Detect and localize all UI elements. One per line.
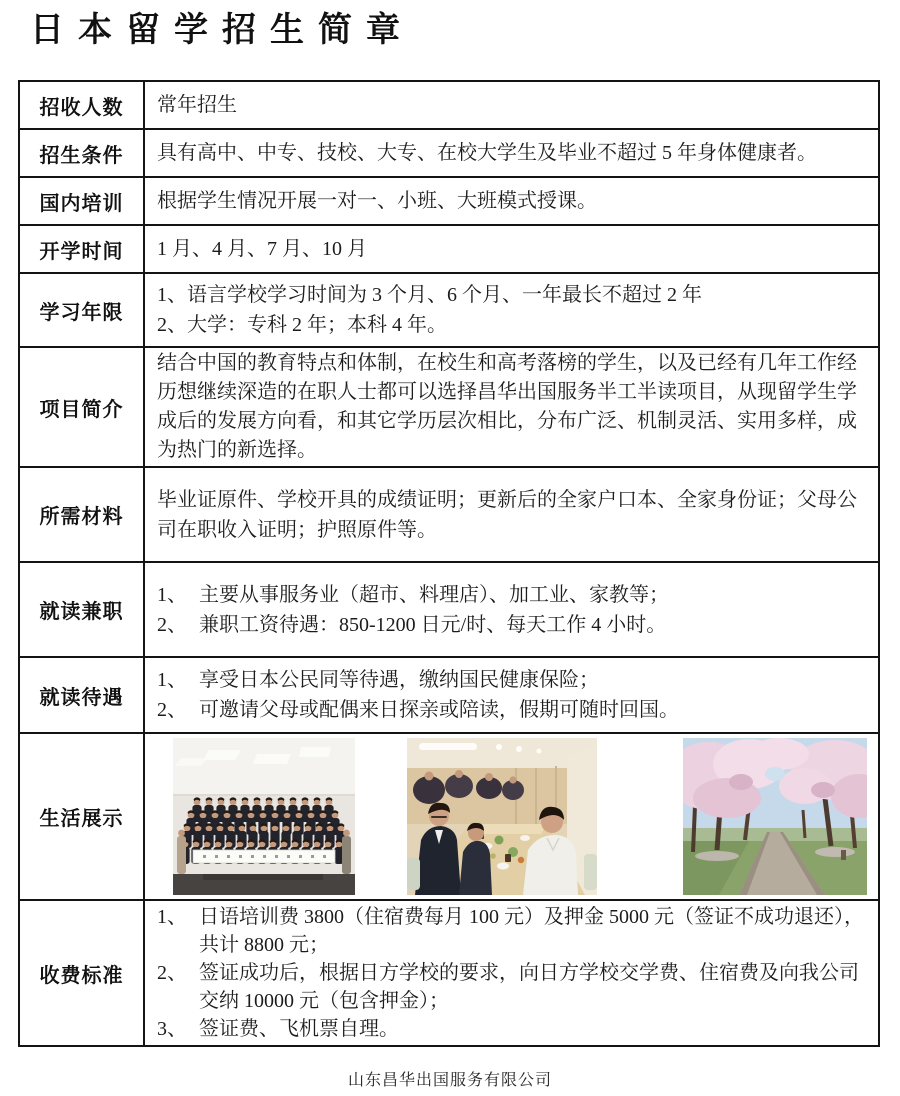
table-row [19, 657, 879, 733]
line-number: 3、 [157, 1018, 187, 1040]
row-content: 常年招生 [157, 94, 237, 116]
footer-company-name: 山东昌华出国服务有限公司 [347, 1072, 552, 1089]
row-label: 招收人数 [19, 81, 144, 129]
numbered-line [157, 903, 866, 959]
line-text: 可邀请父母或配偶来日探亲或陪读，假期可随时回国。 [199, 699, 679, 721]
row-content: 1 月、4 月、7 月、10 月 [157, 238, 367, 260]
table-row [19, 129, 879, 177]
row-label: 就读兼职 [19, 562, 144, 657]
page-title: 日本留学招生简章 [30, 12, 414, 49]
numbered-line [157, 695, 866, 725]
numbered-line [157, 1015, 866, 1043]
cherry-blossom-path-photo [683, 738, 867, 895]
row-label: 所需材料 [19, 467, 144, 562]
table-row [19, 562, 879, 657]
line-number: 2、 [157, 613, 187, 636]
row-label: 招生条件 [19, 129, 144, 177]
line-number: 2、 [157, 962, 187, 984]
info-table [18, 80, 880, 1047]
table-row [19, 347, 879, 467]
table-row [19, 273, 879, 347]
dining-hall-photo-image [407, 738, 597, 895]
line-text: 享受日本公民同等待遇，缴纳国民健康保险； [199, 669, 599, 691]
line-number: 1、 [157, 583, 187, 606]
table-row [19, 733, 879, 900]
row-label: 收费标准 [19, 900, 144, 1046]
row-label: 国内培训 [19, 177, 144, 225]
row-label: 学习年限 [19, 273, 144, 347]
table-row [19, 81, 879, 129]
line-text: 日语培训费 3800（住宿费每月 100 元）及押金 5000 元（签证不成功退还），共计 8800 元； [199, 906, 864, 956]
row-label: 就读待遇 [19, 657, 144, 733]
cherry-blossom-path-photo-image [683, 738, 867, 895]
numbered-line [157, 580, 866, 610]
row-label: 项目简介 [19, 347, 144, 467]
row-content: 根据学生情况开展一对一、小班、大班模式授课。 [157, 190, 597, 212]
table-row [19, 467, 879, 562]
row-content-line: 2、大学：专科 2 年；本科 4 年。 [157, 314, 447, 336]
numbered-line [157, 610, 866, 640]
graduation-group-photo-image [173, 738, 355, 895]
row-content: 毕业证原件、学校开具的成绩证明；更新后的全家户口本、全家身份证；父母公司在职收入证明；护照原件等。 [157, 488, 857, 541]
line-number: 1、 [157, 906, 187, 928]
table-row [19, 177, 879, 225]
line-number: 1、 [157, 669, 187, 691]
line-text: 兼职工资待遇：850-1200 日元/时、每天工作 4 小时。 [199, 613, 667, 636]
row-content-line: 1、语言学校学习时间为 3 个月、6 个月、一年最长不超过 2 年 [157, 284, 702, 306]
dining-hall-photo [407, 738, 597, 895]
row-content: 具有高中、中专、技校、大专、在校大学生及毕业不超过 5 年身体健康者。 [157, 142, 817, 164]
photo-strip [145, 734, 878, 899]
numbered-line [157, 665, 866, 695]
line-text: 签证成功后，根据日方学校的要求，向日方学校交学费、住宿费及向我公司交纳 10000 元（包含押金）； [199, 962, 859, 1012]
line-number: 2、 [157, 699, 187, 721]
row-label: 生活展示 [19, 733, 144, 900]
table-row [19, 900, 879, 1046]
table-row [19, 225, 879, 273]
line-text: 签证费、飞机票自理。 [199, 1018, 399, 1040]
numbered-line [157, 959, 866, 1015]
row-label: 开学时间 [19, 225, 144, 273]
row-content: 结合中国的教育特点和体制，在校生和高考落榜的学生，以及已经有几年工作经历想继续深造的在职人士都可以选择昌华出国服务半工半读项目，从现留学生学成后的发展方向看，和其它学历层次相比，分布广泛、机制灵活、实用多样，成为热门的新选择。 [157, 352, 857, 461]
graduation-group-photo [173, 738, 355, 895]
line-text: 主要从事服务业（超市、料理店）、加工业、家教等； [199, 583, 669, 606]
